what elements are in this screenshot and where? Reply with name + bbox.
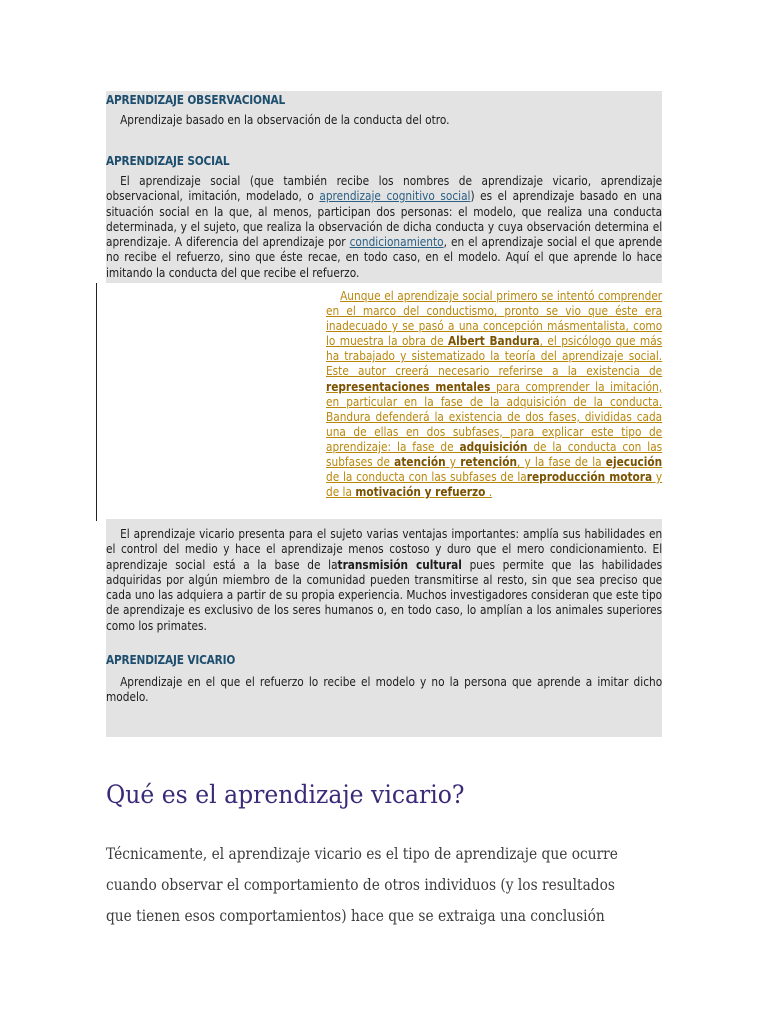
article-title: Qué es el aprendizaje vicario? [106,780,465,809]
quote-text-7: de la conducta con las subfases de la [326,470,527,485]
heading-aprendizaje-observacional: APRENDIZAJE OBSERVACIONAL [106,93,286,107]
quote-bold-retencion: retención [460,455,517,470]
quote-bandura[interactable] [326,289,662,500]
paragraph-vicario [106,675,662,706]
bold-transmision-cultural: transmisión cultural [337,557,462,572]
quote-bold-adquisicion: adquisición [459,439,528,454]
quote-bold-ejecucion: ejecución [605,455,663,470]
quote-text-6: , y la fase de la [516,455,606,470]
quote-text-3: para comprender la imitación, en particular en la fase de la adquisición de la conducta. Bandura defenderá la existencia de dos fases, divididas cada una de ellas en dos subfases, para explicar este tipo de aprendizaje: la fase de [326,379,663,454]
social-text-a: El aprendizaje social (que también recibe los nombres de aprendizaje vicario, aprendizaje observacional, imitación, modelado, o [106,174,663,204]
article-line: que tienen esos comportamientos) hace que se extraiga una conclusión [106,906,605,925]
quote-text-8: y de la [326,470,663,500]
heading-aprendizaje-social: APRENDIZAJE SOCIAL [106,154,230,168]
quote-bold-representaciones: representaciones mentales [326,379,491,394]
social-text-b: ) es el aprendizaje basado en una situación social en la que, al menos, participan dos personas: el modelo, que realiza una conducta determinada, y el sujeto, que realiza la observación de dicha conducta y cuya observación determina el aprendizaje. A diferencia del aprendizaje por [106,189,663,250]
paragraph-vicario-ventajas [106,527,662,634]
quote-bold-albert-bandura: Albert Bandura [447,334,540,349]
heading-aprendizaje-vicario: APRENDIZAJE VICARIO [106,653,236,667]
article-line: Técnicamente, el aprendizaje vicario es el tipo de aprendizaje que ocurre [106,844,618,863]
quote-text-4: de la conducta con las subfases de [326,439,663,470]
left-vertical-rule [96,283,97,521]
quote-text-1: Aunque el aprendizaje social primero se intentó comprender en el marco del conductismo, pronto se vio que éste era inadecuado y se pasó a una concepción másmentalista, como lo muestra la obra de [326,289,663,349]
ventajas-text-b: pues permite que las habilidades adquiridas por algún miembro de la comunidad pueden transmitirse al resto, sin que sea preciso que cada uno las adquiera a partir de su propia experiencia. Muchos investigadores consideran que este tipo de aprendizaje es exclusivo de los seres humanos o, en todo caso, lo amplían a los animales superiores como los primates. [106,557,663,633]
paragraph-social [106,174,662,281]
quote-bold-reproduccion: reproducción motora [526,470,653,485]
quote-bold-atencion: atención [394,455,446,470]
ventajas-text-a: El aprendizaje vicario presenta para el sujeto varias ventajas importantes: amplía sus habilidades en el control del medio y hace el aprendizaje menos costoso y duro que el mero condicionamiento. El aprendizaje social está a la base de la [106,527,663,572]
observacional-text: Aprendizaje basado en la observación de la conducta del otro. [120,113,450,127]
quote-bold-motivacion: motivación y refuerzo [355,485,486,500]
vicario-text: Aprendizaje en el que el refuerzo lo recibe el modelo y no la persona que aprende a imitar dicho modelo. [106,675,663,705]
link-condicionamiento[interactable]: condicionamiento [349,235,444,250]
social-text-c: , en el aprendizaje social el que aprende no recibe el refuerzo, sino que éste recae, en todo caso, en el modelo. Aquí el que aprende lo hace imitando la conducta del que recibe el refuerzo. [106,235,663,280]
link-aprendizaje-cognitivo-social[interactable]: aprendizaje cognitivo social [319,189,471,204]
article-line: cuando observar el comportamiento de otros individuos (y los resultados [106,875,615,894]
quote-text-9: . [485,485,493,500]
quote-text-5: y [445,455,461,470]
article-body [106,838,666,931]
quote-text-2: , el psicólogo que más ha trabajado y sistematizado la teoría del aprendizaje social. Este autor creerá necesario referirse a la existencia de [326,334,663,379]
paragraph-observacional [106,113,662,128]
